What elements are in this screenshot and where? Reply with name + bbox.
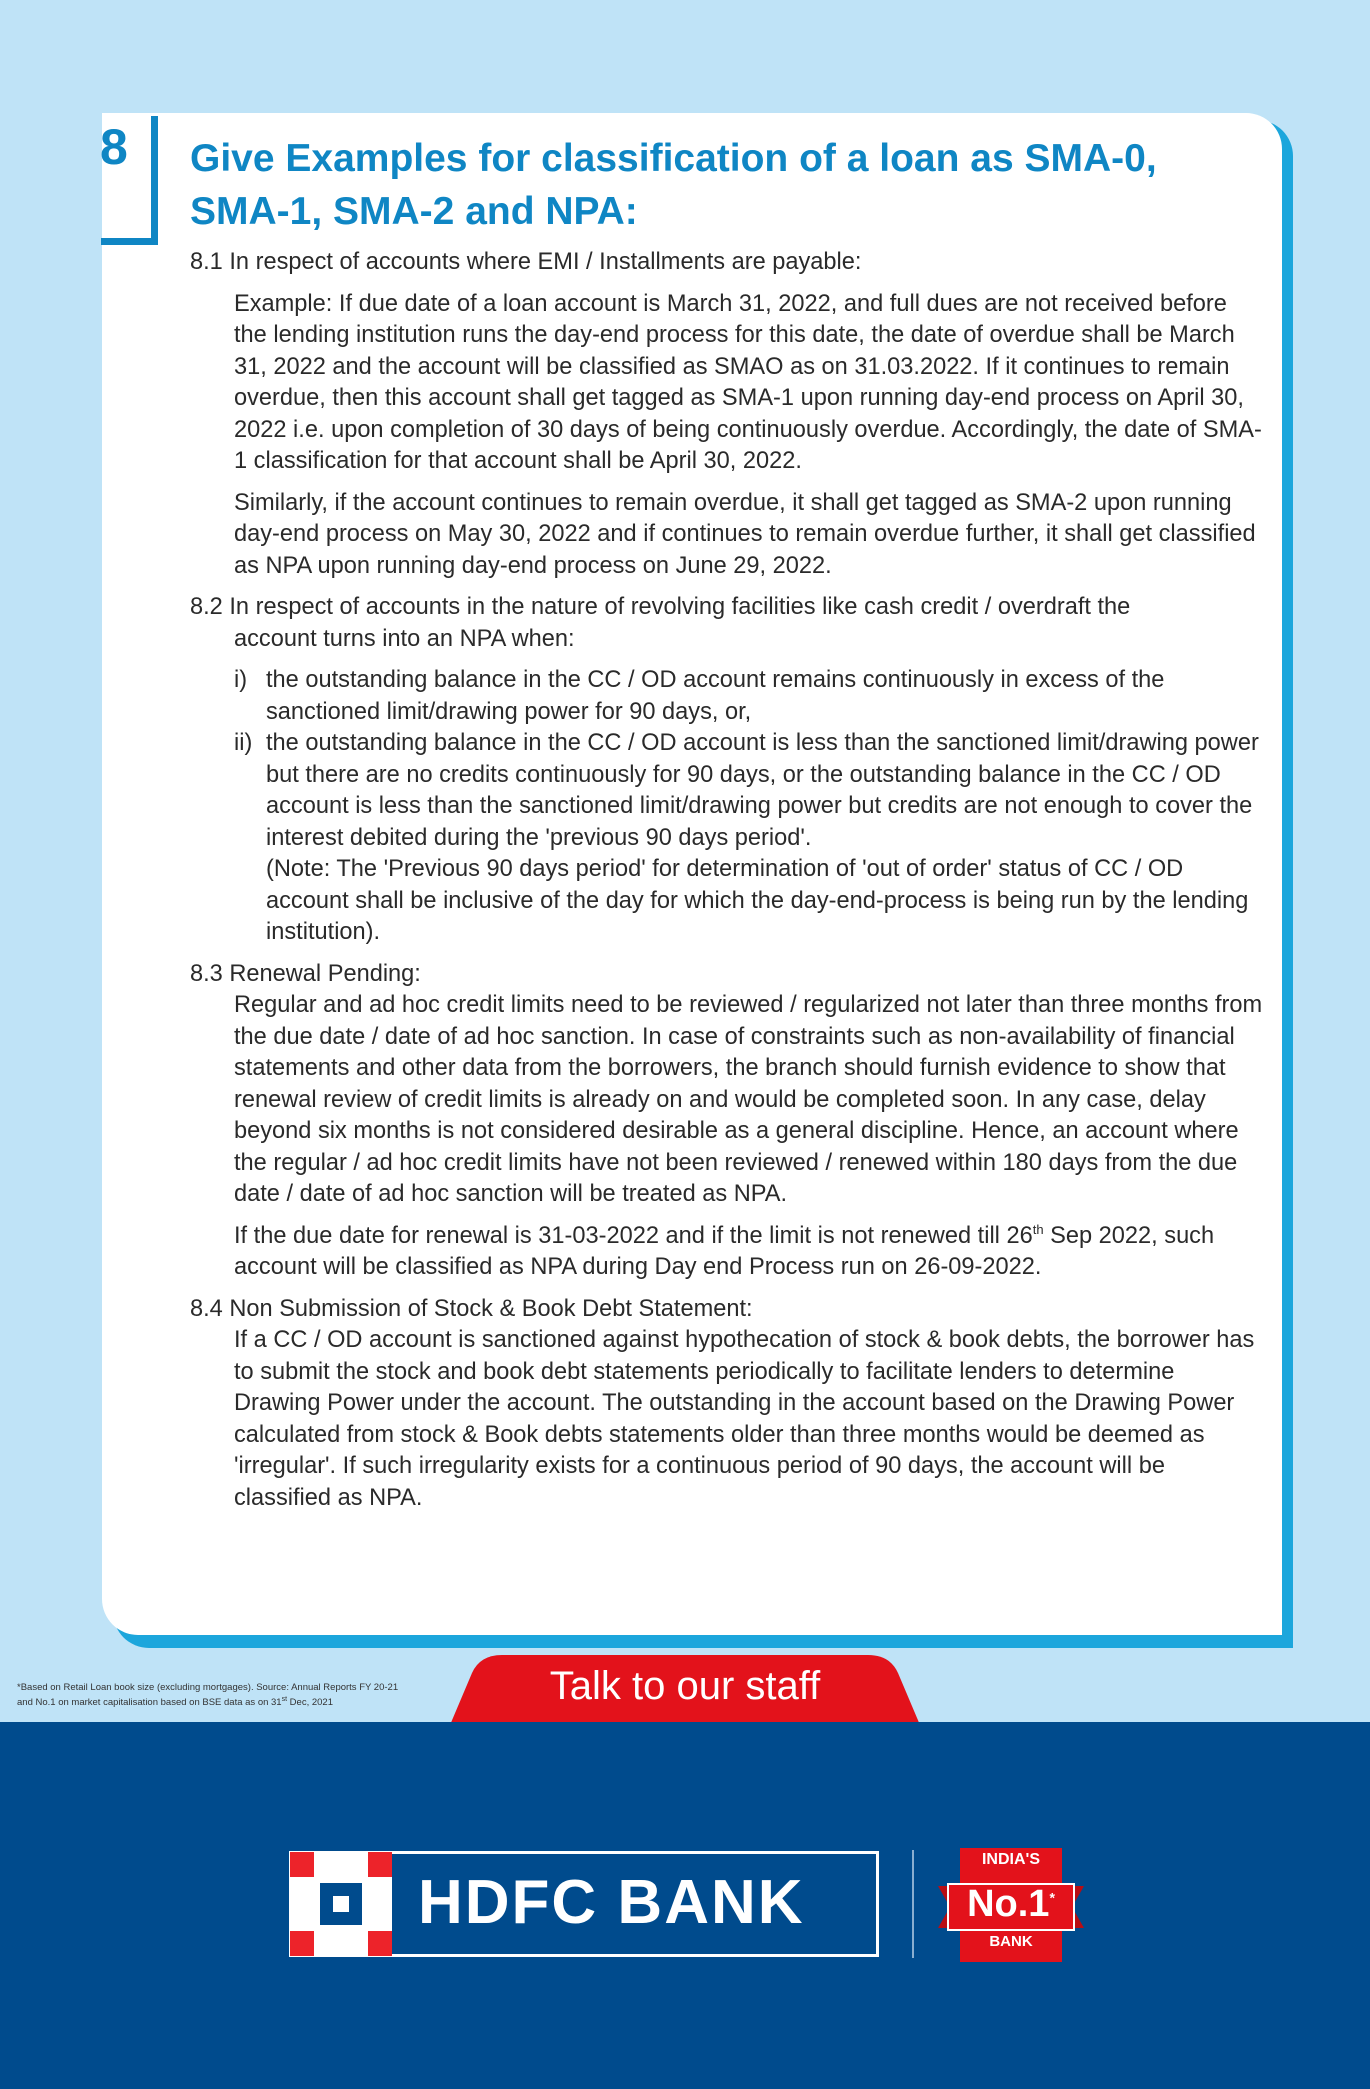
renewal-text-a: If the due date for renewal is 31-03-2022 and if the limit is not renewed till 26 — [234, 1222, 1033, 1249]
section-number: 8 — [100, 119, 128, 175]
section-accent-horizontal — [101, 238, 158, 245]
footnote-sup: st — [281, 1695, 288, 1703]
footnote-line-2-a: and No.1 on market capitalisation based on BSE data as on 31 — [17, 1697, 282, 1708]
footnote-line-2-b: Dec, 2021 — [287, 1697, 333, 1708]
badge-bottom-text: BANK — [989, 1933, 1033, 1950]
section-8-2-note: (Note: The 'Previous 90 days period' for determination of 'out of order' status of CC / OD account shall be inclusive of the day for which the day-end-process is being run by the lending institution). — [266, 856, 1249, 945]
footnote-line-2 — [17, 1695, 457, 1710]
section-8-4-heading: 8.4 Non Submission of Stock & Book Debt Statement: — [190, 1295, 753, 1322]
renewal-sup: th — [1032, 1221, 1044, 1237]
footnote — [17, 1680, 457, 1710]
list-item-text: the outstanding balance in the CC / OD account remains continuously in excess of the sanctioned limit/drawing power for 90 days, or, — [266, 667, 1165, 725]
renewal-text-b: Sep 2022, such account will be classified as NPA during Day end Process run on 26-09-2022. — [234, 1222, 1215, 1280]
badge-asterisk: * — [1049, 1889, 1055, 1906]
list-item — [190, 728, 1265, 854]
section-8-1-example: Example: If due date of a loan account is March 31, 2022, and full dues are not received before the lending institution runs the day-end process for this date, the date of overdue shall be March 31, 2022 and the account will be classified as SMAO as on 31.03.2022. If it continues to remain overdue, then this account shall get tagged as SMA-1 upon running day-end process on April 30, 2022 i.e. upon completion of 30 days of being continuously overdue. Accordingly, the date of SMA-1 classification for that account shall be April 30, 2022. — [234, 290, 1262, 474]
list-marker: ii) — [234, 730, 253, 756]
hdfc-logo-icon — [290, 1852, 392, 1956]
content-body — [190, 247, 1265, 1514]
section-8-3-body: Regular and ad hoc credit limits need to be reviewed / regularized not later than three months from the due date / date of ad hoc sanction. In case of constraints such as non-availability of financial statements and other data from the borrowers, the branch should furnish evidence to show that renewal review of credit limits is already on and would be completed soon. In any case, delay beyond six months is not considered desirable as a general discipline. Hence, an account where the regular / ad hoc credit limits have not been reviewed / renewed within 180 days from the due date / date of ad hoc sanction will be treated as NPA. — [234, 992, 1263, 1207]
section-8-2-heading: 8.2 In respect of accounts in the nature of revolving facilities like cash credit / overdraft the — [190, 594, 1131, 620]
section-8-2-heading-cont: account turns into an NPA when: — [234, 625, 575, 652]
badge-top-text: INDIA'S — [981, 1851, 1041, 1868]
section-8-1-similarly: Similarly, if the account continues to remain overdue, it shall get tagged as SMA-2 upon running day-end process on May 30, 2022 and if continues to remain overdue further, it shall get classified as NPA upon running day-end process on June 29, 2022. — [234, 489, 1256, 579]
section-8-4-body: If a CC / OD account is sanctioned against hypothecation of stock & book debts, the borrower has to submit the stock and book debt statements periodically to facilitate lenders to determine Drawing Power under the account. The outstanding in the account based on the Drawing Power calculated from stock & Book debts statements older than three months would be deemed as 'irregular'. If such irregularity exists for a continuous period of 90 days, the account will be classified as NPA. — [234, 1327, 1255, 1511]
footnote-line-1: *Based on Retail Loan book size (excluding mortgages). Source: Annual Reports FY 20-21 — [17, 1682, 399, 1693]
list-item — [190, 665, 1265, 728]
list-marker: i) — [234, 667, 248, 693]
section-8-3-heading: 8.3 Renewal Pending: — [190, 960, 421, 987]
section-accent-vertical — [151, 116, 158, 245]
list-item-text: the outstanding balance in the CC / OD account is less than the sanctioned limit/drawing power but there are no credits continuously for 90 days, or the outstanding balance in the CC / OD account is less than the sanctioned limit/drawing power but credits are not enough to cover the interest debited during the 'previous 90 days period'. — [266, 730, 1259, 851]
page-title: Give Examples for classification of a loan as SMA-0, SMA-1, SMA-2 and NPA: — [190, 137, 1157, 233]
badge-no1-text — [938, 1882, 1084, 1926]
badge-no1: No.1 — [967, 1883, 1050, 1925]
section-8-1-heading: 8.1 In respect of accounts where EMI / Installments are payable: — [190, 249, 862, 275]
talk-to-staff-button[interactable]: Talk to our staff — [549, 1664, 821, 1708]
brand-separator — [912, 1850, 914, 1958]
section-8-3-example — [190, 1221, 1265, 1284]
hdfc-logo-text: HDFC BANK — [418, 1868, 805, 1937]
